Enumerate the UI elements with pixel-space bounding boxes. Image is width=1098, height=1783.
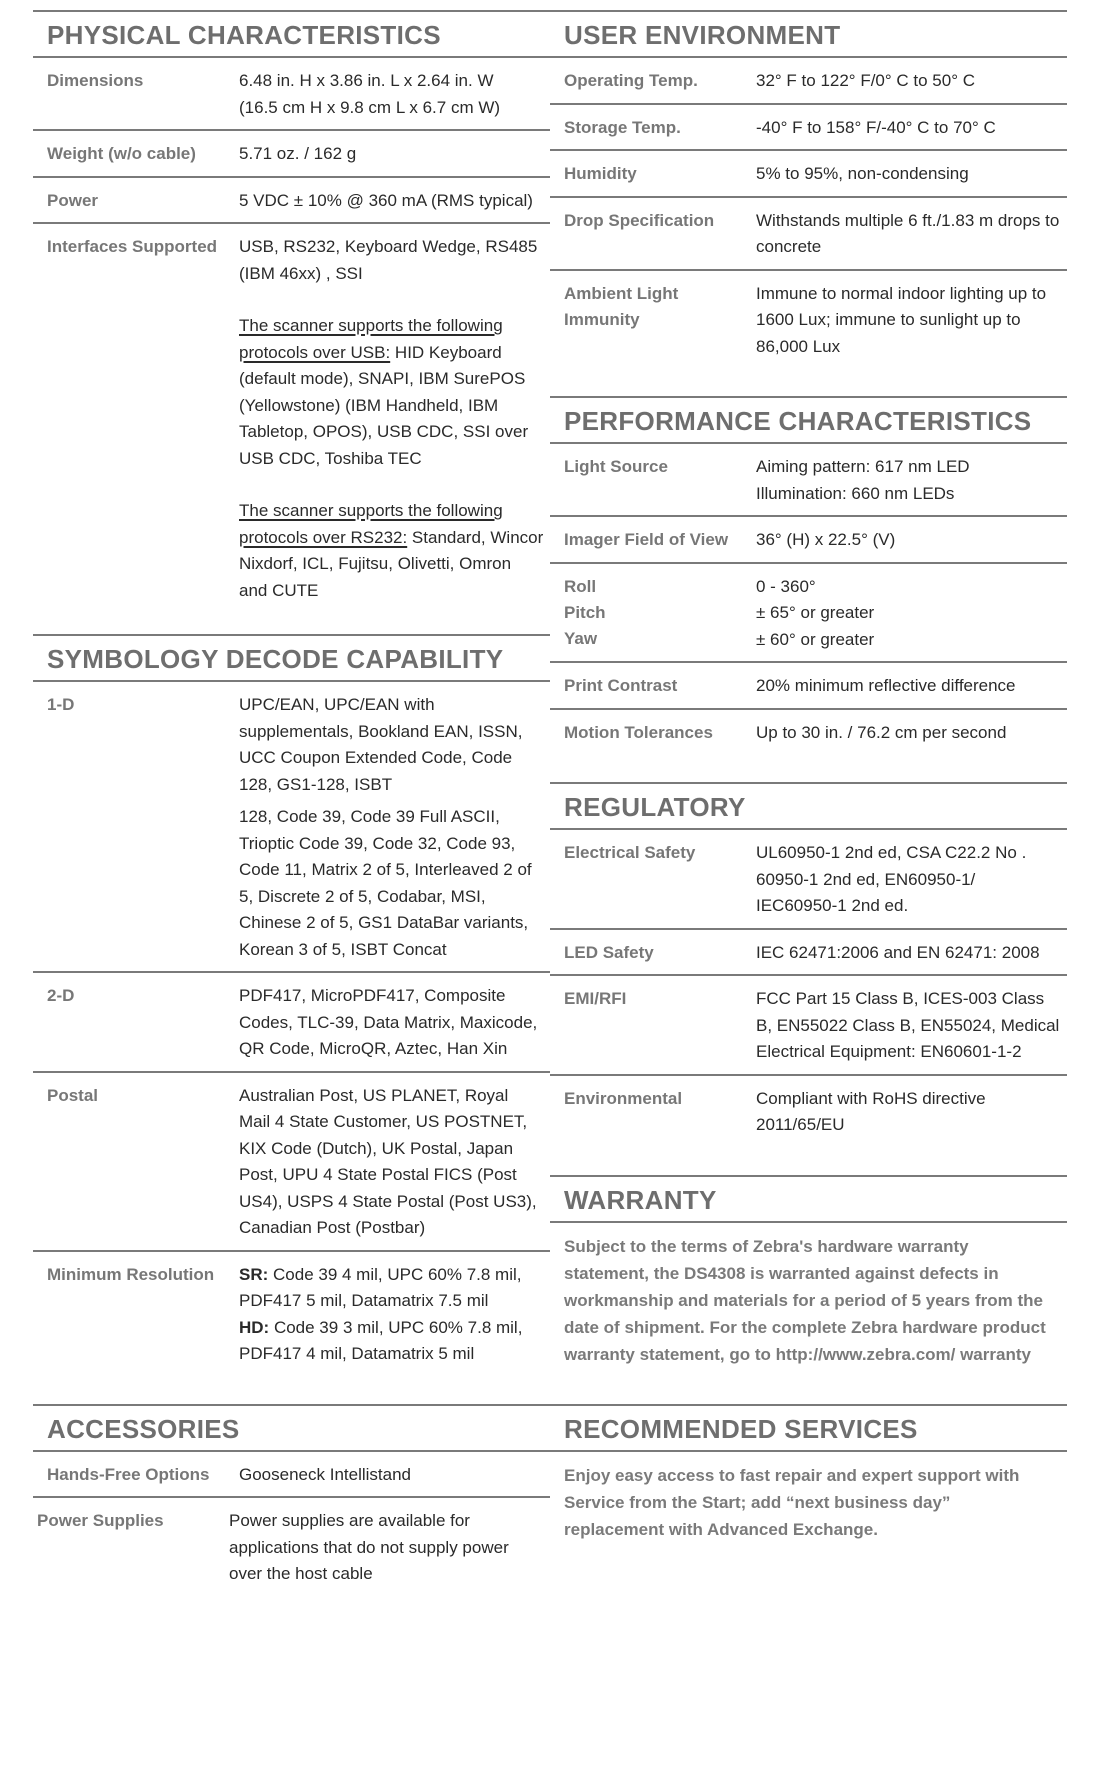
spec-row-postal [33,1073,550,1252]
spec-label: Motion Tolerances [564,722,713,742]
spec-label: Minimum Resolution [47,1264,215,1284]
spec-row-min-resolution [33,1252,550,1404]
pitch-label: Pitch [564,602,606,622]
spec-label: Environmental [564,1088,683,1108]
spec-value-paragraph: UPC/EAN, UPC/EAN with supplementals, Bookland EAN, ISSN, UCC Coupon Extended Code, Code 128, GS1-128, ISBT [239,695,523,794]
spec-value [239,68,550,121]
warranty-text: Subject to the terms of Zebra's hardware warranty statement, the DS4308 is warranted against defects in workmanship and materials for a period of 5 years from the date of shipment. For the complete Zebra hardware product warranty statement, go to http://www.zebra.com/ warranty [564,1236,1046,1364]
spec-label: Operating Temp. [564,71,698,90]
spec-value-line: (16.5 cm H x 9.8 cm L x 6.7 cm W) [239,97,501,117]
spec-row-led-safety [550,930,1067,977]
sr-value: Code 39 4 mil, UPC 60% 7.8 mil, PDF417 5 mil, Datamatrix 7.5 mil [239,1264,522,1310]
spec-row-hands-free [33,1452,550,1499]
interfaces-list: USB, RS232, Keyboard Wedge, RS485 (IBM 46xx) , SSI [239,237,538,283]
usb-protocols-text: HID Keyboard (default mode), SNAPI, IBM SurePOS (Yellowstone) (IBM Handheld, IBM Tabletop, OPOS), USB CDC, SSI over USB CDC, Toshiba TEC [239,342,529,468]
roll-value: 0 - 360° [756,576,816,596]
spec-label: Weight (w/o cable) [47,144,196,163]
spec-value [239,234,550,604]
left-column [33,10,550,1596]
accessories-heading: ACCESSORIES [33,1404,550,1452]
spec-label: Power [47,190,99,210]
spec-row-drop [550,198,1067,271]
spec-label: Ambient Light Immunity [564,283,679,329]
sr-key: SR: [239,1264,269,1284]
spec-label: EMI/RFI [564,989,627,1008]
spec-value [239,1262,550,1368]
spec-label: Dimensions [47,71,144,90]
physical-characteristics-heading: PHYSICAL CHARACTERISTICS [33,10,550,58]
warranty-heading: WARRANTY [550,1175,1067,1223]
spec-value-line: Aiming pattern: 617 nm LED [756,457,970,476]
spec-value: 32° F to 122° F/0° C to 50° C [756,71,976,90]
spec-value [756,454,1067,507]
spec-value: 20% minimum reflective difference [756,676,1016,695]
spec-label: LED Safety [564,942,654,962]
spec-value: Australian Post, US PLANET, Royal Mail 4 State Customer, US POSTNET, KIX Code (Dutch), UK Postal, Japan Post, UPU 4 State Postal FICS (Post US4), USPS 4 State Postal (Post US3), Canadian Post (Postbar) [239,1085,537,1237]
rs232-protocols-text: Standard, Wincor Nixdorf, ICL, Fujitsu, Olivetti, Omron and CUTE [239,527,544,600]
recommended-services-heading: RECOMMENDED SERVICES [550,1404,1067,1452]
spec-row-print-contrast [550,663,1067,710]
hd-resolution [239,1315,544,1368]
spec-value [756,574,1067,654]
usb-protocols-heading: The scanner supports the following protocols over USB: [239,316,503,362]
spec-value: Withstands multiple 6 ft./1.83 m drops to concrete [756,210,1060,256]
performance-heading: PERFORMANCE CHARACTERISTICS [550,396,1067,444]
spec-value: Power supplies are available for applications that do not supply power over the host cable [229,1511,509,1583]
spec-row-emi-rfi [550,976,1067,1076]
spec-row-humidity [550,151,1067,198]
spec-row-operating-temp [550,58,1067,105]
usb-protocols [239,313,544,472]
rs232-protocols-heading: The scanner supports the following protocols over RS232: [239,501,503,547]
spec-row-interfaces [33,224,550,634]
spec-label: Hands-Free Options [47,1464,210,1484]
spec-value: FCC Part 15 Class B, ICES-003 Class B, EN55022 Class B, EN55024, Medical Electrical Equipment: EN60601-1-2 [756,989,1060,1061]
spec-row-motion [550,710,1067,783]
spec-row-dimensions [33,58,550,131]
spec-row-weight [33,131,550,178]
spec-row-field-of-view [550,517,1067,564]
spec-row-electrical-safety [550,830,1067,930]
spec-value-line: Illumination: 660 nm LEDs [756,483,955,503]
spec-row-ambient-light [550,271,1067,397]
spec-label: 1-D [47,695,75,714]
spec-label: Print Contrast [564,676,678,695]
spec-label: Power Supplies [37,1511,164,1530]
spec-label: Humidity [564,164,637,183]
spec-row-storage-temp [550,105,1067,152]
right-column [550,10,1067,1543]
spec-value: -40° F to 158° F/-40° C to 70° C [756,117,996,137]
spec-value: Gooseneck Intellistand [239,1464,411,1484]
spec-value: 5 VDC ± 10% @ 360 mA (RMS typical) [239,190,533,210]
spec-label: Imager Field of View [564,530,729,549]
yaw-value: ± 60° or greater [756,629,875,649]
spec-value: 5% to 95%, non-condensing [756,164,969,183]
user-environment-heading: USER ENVIRONMENT [550,10,1067,58]
spec-value: Immune to normal indoor lighting up to 1600 Lux; immune to sunlight up to 86,000 Lux [756,283,1047,356]
hd-value: Code 39 3 mil, UPC 60% 7.8 mil, PDF417 4 mil, Datamatrix 5 mil [239,1317,523,1363]
spec-label: Drop Specification [564,210,715,230]
spec-label: Light Source [564,457,668,476]
spec-row-roll-pitch-yaw [550,564,1067,664]
rs232-protocols [239,498,544,604]
spec-row-2d [33,973,550,1073]
spec-value: Compliant with RoHS directive 2011/65/EU [756,1088,986,1134]
spec-label [550,574,756,654]
regulatory-heading: REGULATORY [550,782,1067,830]
spec-row-light-source [550,444,1067,517]
spec-value [239,692,550,963]
symbology-heading: SYMBOLOGY DECODE CAPABILITY [33,634,550,682]
spec-row-1d [33,682,550,973]
spec-label: Electrical Safety [564,843,696,862]
spec-value: IEC 62471:2006 and EN 62471: 2008 [756,942,1040,962]
roll-label: Roll [564,576,597,596]
spec-label: 2-D [47,986,75,1005]
pitch-value: ± 65° or greater [756,603,875,622]
spec-value-paragraph: 128, Code 39, Code 39 Full ASCII, Trioptic Code 39, Code 32, Code 93, Code 11, Matrix 2 of 5, Interleaved 2 of 5, Discrete 2 of 5, Codabar, MSI, Chinese 2 of 5, GS1 DataBar variants, Korean 3 of 5, ISBT Concat [239,807,532,959]
spec-label: Interfaces Supported [47,237,218,256]
spec-label: Postal [47,1085,99,1105]
spec-label: Storage Temp. [564,117,681,137]
spec-value: 36° (H) x 22.5° (V) [756,530,896,549]
spec-row-environmental [550,1076,1067,1175]
spec-row-power-supplies [23,1498,550,1596]
spec-value: UL60950-1 2nd ed, CSA C22.2 No . 60950-1 2nd ed, EN60950-1/ IEC60950-1 2nd ed. [756,843,1027,915]
services-text: Enjoy easy access to fast repair and expert support with Service from the Start; add “next business day” replacement with Advanced Exchange. [564,1465,1020,1539]
spec-row-power [33,178,550,225]
spec-value: 5.71 oz. / 162 g [239,144,357,163]
sr-resolution [239,1262,544,1315]
yaw-label: Yaw [564,628,598,648]
spec-value-line: 6.48 in. H x 3.86 in. L x 2.64 in. W [239,71,494,90]
spec-value: PDF417, MicroPDF417, Composite Codes, TLC-39, Data Matrix, Maxicode, QR Code, MicroQR, Aztec, Han Xin [239,986,538,1058]
hd-key: HD: [239,1317,270,1337]
spec-value: Up to 30 in. / 76.2 cm per second [756,722,1007,742]
